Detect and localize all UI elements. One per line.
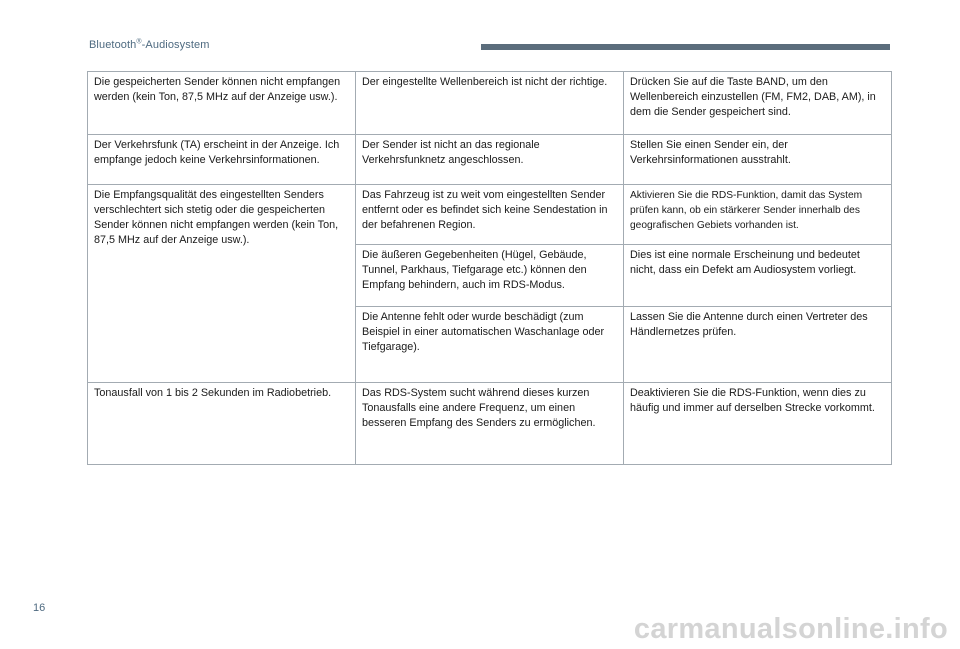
table-row — [88, 185, 892, 245]
solution-cell: Drücken Sie auf die Taste BAND, um den Wellenbereich einzustellen (FM, FM2, DAB, AM), in dem die Sender gespeichert sind. — [624, 72, 892, 135]
solution-cell: Aktivieren Sie die RDS-Funktion, damit das System prüfen kann, ob ein stärkerer Sender innerhalb des geografischen Gebiets vorhanden ist. — [624, 185, 892, 245]
registered-mark: ® — [136, 38, 142, 46]
section-title-prefix: Bluetooth — [89, 39, 137, 51]
cause-cell: Das Fahrzeug ist zu weit vom eingestellten Sender entfernt oder es befindet sich keine Sendestation in der befahrenen Region. — [356, 185, 624, 245]
section-title-suffix: -Audiosystem — [141, 39, 210, 51]
table-row — [88, 72, 892, 135]
cause-cell: Der eingestellte Wellenbereich ist nicht der richtige. — [356, 72, 624, 135]
question-cell: Die Empfangsqualität des eingestellten Senders verschlechtert sich stetig oder die gespeicherten Sender können nicht empfangen werden (kein Ton, 87,5 MHz auf der Anzeige usw.). — [88, 185, 356, 383]
troubleshooting-table — [87, 71, 892, 465]
cause-cell: Die äußeren Gegebenheiten (Hügel, Gebäude, Tunnel, Parkhaus, Tiefgarage etc.) können den Empfang behindern, auch im RDS-Modus. — [356, 245, 624, 307]
section-title — [89, 39, 210, 51]
table-row — [88, 383, 892, 465]
page-number: 16 — [33, 602, 46, 614]
question-cell: Der Verkehrsfunk (TA) erscheint in der Anzeige. Ich empfange jedoch keine Verkehrsinformationen. — [88, 135, 356, 185]
cause-cell: Die Antenne fehlt oder wurde beschädigt (zum Beispiel in einer automatischen Waschanlage oder Tiefgarage). — [356, 307, 624, 383]
solution-cell: Dies ist eine normale Erscheinung und bedeutet nicht, dass ein Defekt am Audiosystem vorliegt. — [624, 245, 892, 307]
cause-cell: Der Sender ist nicht an das regionale Verkehrsfunknetz angeschlossen. — [356, 135, 624, 185]
header-divider-bar — [481, 44, 890, 50]
table-row — [88, 135, 892, 185]
solution-cell: Lassen Sie die Antenne durch einen Vertreter des Händlernetzes prüfen. — [624, 307, 892, 383]
watermark: carmanualsonline.info — [633, 613, 948, 645]
cause-cell: Das RDS-System sucht während dieses kurzen Tonausfalls eine andere Frequenz, um einen besseren Empfang des Senders zu ermöglichen. — [356, 383, 624, 465]
solution-cell: Deaktivieren Sie die RDS-Funktion, wenn dies zu häufig und immer auf derselben Strecke vorkommt. — [624, 383, 892, 465]
question-cell: Die gespeicherten Sender können nicht empfangen werden (kein Ton, 87,5 MHz auf der Anzeige usw.). — [88, 72, 356, 135]
solution-cell: Stellen Sie einen Sender ein, der Verkehrsinformationen ausstrahlt. — [624, 135, 892, 185]
question-cell: Tonausfall von 1 bis 2 Sekunden im Radiobetrieb. — [88, 383, 356, 465]
